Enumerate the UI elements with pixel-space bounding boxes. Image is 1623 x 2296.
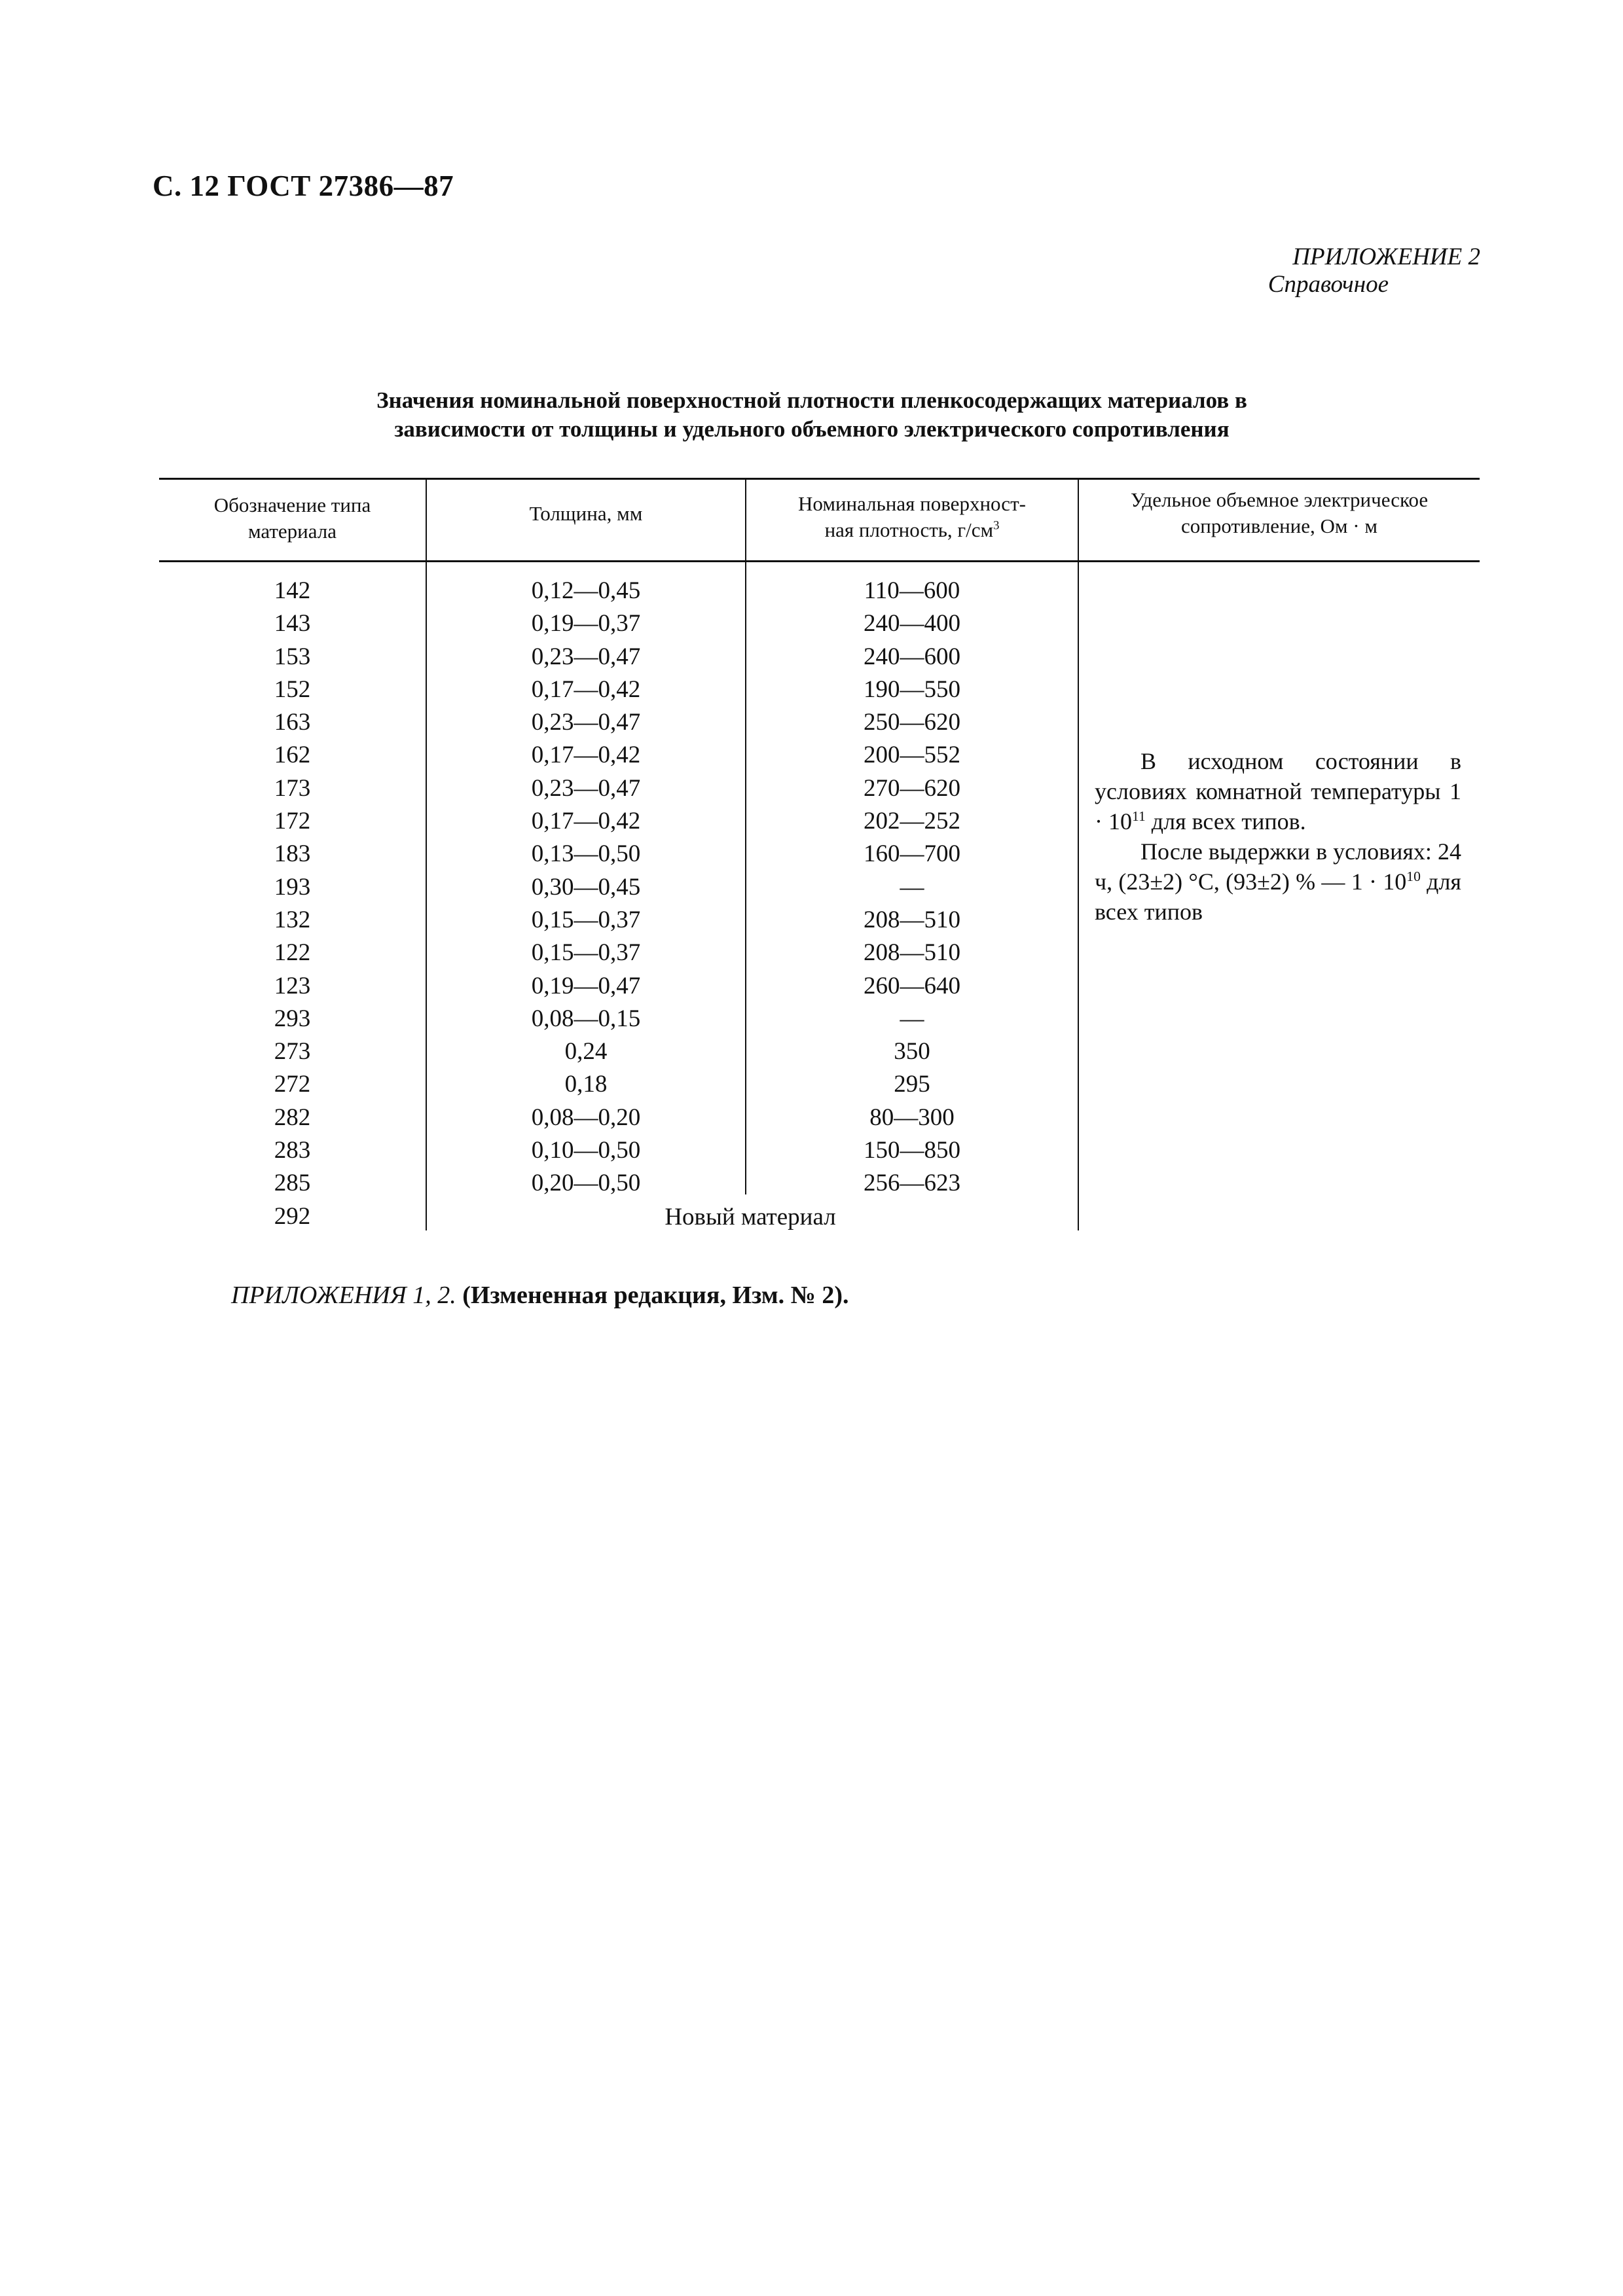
table-cell-density: 240—400 [864, 610, 960, 637]
table-cell-thickness: 0,20—0,50 [531, 1170, 641, 1197]
table-cell-type: 163 [274, 709, 311, 736]
table-cell-type: 282 [274, 1103, 311, 1131]
table-cell-thickness: 0,24 [564, 1038, 608, 1066]
table-cell-density: 256—623 [864, 1170, 960, 1197]
table-cell-thickness: 0,17—0,42 [531, 675, 641, 703]
appendix-heading [1268, 243, 1480, 298]
table-cell-thickness: 0,19—0,37 [531, 610, 641, 637]
table-cell-thickness: 0,15—0,37 [531, 906, 641, 933]
table-cell-thickness: 0,12—0,45 [531, 577, 641, 604]
header-resistivity: Удельное объемное электрическое сопротивление, Ом · м [1130, 488, 1429, 537]
table-cell-thickness: 0,30—0,45 [531, 873, 641, 901]
table-cell-type: 173 [274, 774, 311, 802]
table-top-rule [159, 478, 1480, 480]
table-cell-thickness: 0,08—0,20 [531, 1103, 641, 1131]
table-cell-density: 260—640 [864, 972, 960, 999]
table-cell-type: 285 [274, 1170, 311, 1197]
footer-note [231, 1281, 849, 1310]
resistivity-note [1095, 746, 1461, 927]
table-cell-type: 142 [274, 577, 311, 604]
table-cell-thickness: 0,08—0,15 [531, 1005, 641, 1032]
table-cell-type: 183 [274, 840, 311, 868]
table-cell-density: 250—620 [864, 709, 960, 736]
table-cell-thickness: 0,13—0,50 [531, 840, 641, 868]
table-cell-type: 123 [274, 972, 311, 999]
table-cell-density: 160—700 [864, 840, 960, 868]
table-cell-type: 153 [274, 643, 311, 670]
table-cell-thickness: 0,23—0,47 [531, 774, 641, 802]
table-cell-density: 200—552 [864, 742, 960, 769]
header-type: Обозначение типа материала [213, 493, 371, 543]
table-cell-density: 190—550 [864, 675, 960, 703]
footer-italic: ПРИЛОЖЕНИЯ 1, 2. [231, 1282, 456, 1309]
page-header: С. 12 ГОСТ 27386—87 [153, 170, 454, 202]
table-cell-type: 292 [274, 1202, 311, 1230]
table-title-line1: Значения номинальной поверхностной плотности пленкосодержащих материалов в [376, 387, 1247, 413]
table-cell-type: 293 [274, 1005, 311, 1032]
table-cell-density: 80—300 [869, 1103, 955, 1131]
note-initial-state: В исходном состоянии в условиях комнатной температуры $1 \cdot 10^{11}$ для всех типов. [1095, 748, 1461, 834]
table-cell-thickness: 0,15—0,37 [531, 939, 641, 967]
column-thickness [427, 575, 745, 1233]
table-cell-density: 350 [894, 1038, 930, 1066]
table-cell-type: 132 [274, 906, 311, 933]
table-cell-type: 152 [274, 675, 311, 703]
table-cell-type: 143 [274, 610, 311, 637]
table-cell-density: — [900, 1005, 924, 1032]
column-density [746, 575, 1078, 1233]
table-cell-thickness: 0,17—0,42 [531, 808, 641, 835]
table-cell-type: 273 [274, 1038, 311, 1066]
table-title [161, 386, 1463, 444]
appendix-title: ПРИЛОЖЕНИЕ 2 [1292, 243, 1480, 270]
footer-bold: (Измененная редакция, Изм. № 2). [462, 1282, 849, 1309]
table-cell-density: 208—510 [864, 939, 960, 967]
col-divider-3 [1078, 478, 1079, 1230]
table-cell-density: 208—510 [864, 906, 960, 933]
table-cell-density: 240—600 [864, 643, 960, 670]
table-cell-thickness: 0,23—0,47 [531, 643, 641, 670]
appendix-subtitle: Справочное [1267, 271, 1389, 298]
table-header-rule [159, 560, 1480, 562]
header-density: Номинальная поверхност- ная плотность, $г/см^3$ [798, 492, 1026, 541]
table-cell-density: 110—600 [864, 577, 960, 604]
table-cell-thickness: 0,19—0,47 [531, 972, 641, 999]
table-cell-type: 122 [274, 939, 311, 967]
table-cell-thickness: 0,18 [564, 1071, 608, 1098]
table-cell-density: 202—252 [864, 808, 960, 835]
table-cell-density: — [900, 873, 924, 901]
table-cell-density: 150—850 [864, 1137, 960, 1164]
table-cell-type: 193 [274, 873, 311, 901]
table-cell-thickness: 0,10—0,50 [531, 1137, 641, 1164]
table-cell-type: 272 [274, 1071, 311, 1098]
table-cell-thickness: 0,23—0,47 [531, 709, 641, 736]
table-cell-type: 283 [274, 1137, 311, 1164]
table-cell-thickness: 0,17—0,42 [531, 742, 641, 769]
table-cell-type: 172 [274, 808, 311, 835]
table-cell-type: 162 [274, 742, 311, 769]
note-after-conditioning: После выдержки в условиях: 24 ч, (23±2) °С, (93±2) % — $1 \cdot 10^{10}$ для всех типов [1095, 838, 1461, 925]
new-material-cell: Новый материал [665, 1204, 836, 1230]
column-type [159, 575, 426, 1233]
table-title-line2: зависимости от толщины и удельного объемного электрического сопротивления [394, 416, 1230, 442]
table-cell-density: 295 [894, 1071, 930, 1098]
table-cell-density: 270—620 [864, 774, 960, 802]
header-thickness: Толщина, мм [529, 502, 643, 525]
